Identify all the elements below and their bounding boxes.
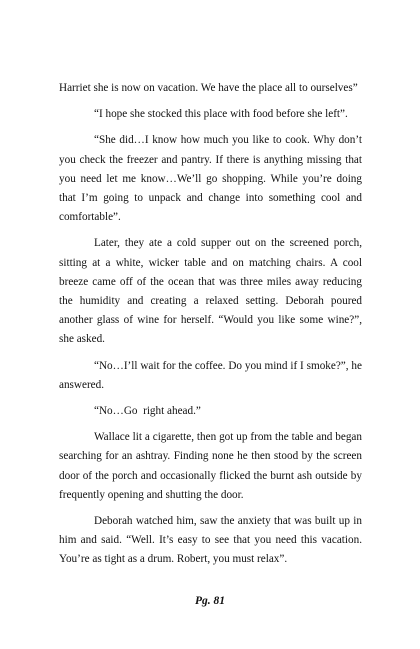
paragraph-5: “No…I’ll wait for the coffee. Do you mind if I smoke?”, he answered. bbox=[59, 359, 362, 391]
page-body bbox=[59, 79, 362, 577]
page-number: Pg. 81 bbox=[194, 595, 226, 607]
paragraph-7: Wallace lit a cigarette, then got up from the table and began searching for an ashtray. Finding none he then stood by the screen door of the porch and occasionally flicked the burnt ash outside by frequently opening and shutting the door. bbox=[59, 431, 362, 501]
paragraph-3: “She did…I know how much you like to cook. Why don’t you check the freezer and pantry. If there is anything missing that you need let me know…We’ll go shopping. While you’re doing that I’m going to unpack and change into something cool and comfortable”. bbox=[59, 134, 362, 224]
paragraph-8: Deborah watched him, saw the anxiety that was built up in him and said. “Well. It’s easy to see that you need this vacation. You’re as tight as a drum. Robert, you must relax”. bbox=[59, 515, 362, 566]
paragraph-4: Later, they ate a cold supper out on the screened porch, sitting at a white, wicker table and on matching chairs. A cool breeze came off of the ocean that was three miles away reducing the humidity and creating a relaxed setting. Deborah poured another glass of wine for herself. “Would you like some wine?”, she asked. bbox=[59, 237, 362, 346]
paragraph-6: “No…Go right ahead.” bbox=[94, 405, 201, 418]
paragraph-2: “I hope she stocked this place with food before she left”. bbox=[94, 108, 348, 121]
paragraph-1: Harriet she is now on vacation. We have the place all to ourselves” bbox=[59, 82, 358, 94]
